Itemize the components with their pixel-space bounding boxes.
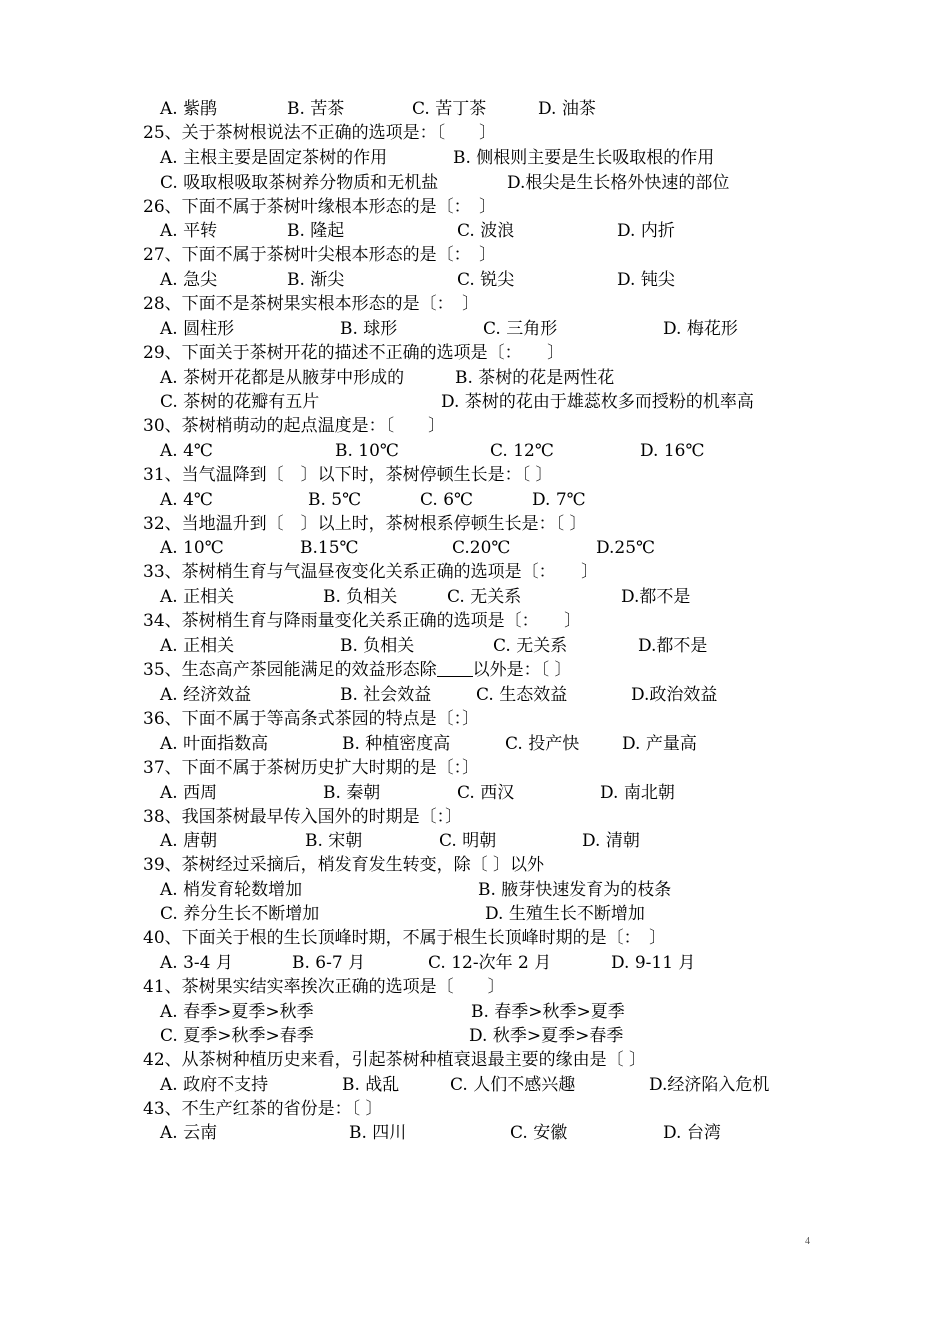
answer-option: D. 9-11 月 [611, 953, 696, 973]
answer-option: D. 台湾 [663, 1123, 721, 1143]
answer-option: D. 清朝 [582, 831, 640, 851]
answer-option: B. 6-7 月 [292, 953, 366, 973]
answer-option: C. 12-次年 2 月 [428, 953, 552, 973]
answer-option: D. 秋季>夏季>春季 [469, 1026, 624, 1046]
answer-option: C. 养分生长不断增加 [160, 904, 320, 924]
answer-option: B. 负相关 [340, 636, 415, 656]
answer-option: A. 4℃ [160, 490, 213, 510]
question-text-after-blank: 以外是：〔 〕 [472, 660, 572, 680]
answer-option: D.都不是 [621, 587, 691, 607]
answer-option: D.政治效益 [631, 685, 718, 705]
answer-option: B. 春季>秋季>夏季 [471, 1002, 625, 1022]
answer-option: C. 投产快 [505, 734, 580, 754]
question-text: 42、从茶树种植历史来看，引起茶树种植衰退最主要的缘由是〔 〕 [143, 1050, 647, 1070]
question-text: 37、下面不属于茶树历史扩大时期的是〔：〕 [143, 758, 480, 778]
answer-option: C. 波浪 [457, 221, 515, 241]
question-text: 39、茶树经过采摘后，梢发育发生转变，除〔 〕以外 [143, 855, 545, 875]
question-text: 28、下面不是茶树果实根本形态的是〔： 〕 [143, 294, 480, 314]
answer-option: C. 安徽 [510, 1123, 568, 1143]
answer-option: D.25℃ [596, 538, 656, 558]
question-text: 26、下面不属于茶树叶缘根本形态的是〔： 〕 [143, 197, 497, 217]
answer-option: B. 宋朝 [305, 831, 363, 851]
question-text: 25、关于茶树根说法不正确的选项是：〔 〕 [143, 123, 497, 143]
answer-option: C. 生态效益 [476, 685, 568, 705]
answer-option: A. 茶树开花都是从腋芽中形成的 [160, 368, 405, 388]
answer-option: B. 四川 [349, 1123, 407, 1143]
answer-option: D. 梅花形 [663, 319, 738, 339]
answer-option: C. 锐尖 [457, 270, 515, 290]
answer-option: A. 春季>夏季>秋季 [160, 1002, 314, 1022]
answer-option: C. 明朝 [439, 831, 497, 851]
answer-option: B. 10℃ [335, 441, 399, 461]
answer-option: D. 内折 [617, 221, 675, 241]
answer-option: A. 正相关 [160, 636, 235, 656]
answer-option: A. 紫鹃 [160, 99, 218, 119]
answer-option: C. 无关系 [493, 636, 568, 656]
answer-option: C. 6℃ [420, 490, 474, 510]
question-text: 34、茶树梢生育与降雨量变化关系正确的选项是〔： 〕 [143, 611, 582, 631]
question-text: 33、茶树梢生育与气温昼夜变化关系正确的选项是〔： 〕 [143, 562, 599, 582]
answer-option: D. 生殖生长不断增加 [485, 904, 645, 924]
question-text-before-blank: 35、生态高产茶园能满足的效益形态除 [143, 660, 437, 680]
answer-option: B. 腋芽快速发育为的枝条 [478, 880, 672, 900]
answer-option: A. 政府不支持 [160, 1075, 269, 1095]
question-text: 31、当气温降到〔 〕以下时，茶树停顿生长是：〔 〕 [143, 465, 553, 485]
answer-option: D.都不是 [638, 636, 708, 656]
answer-option: D. 产量高 [622, 734, 697, 754]
answer-option: B. 苦茶 [287, 99, 345, 119]
answer-option: D. 南北朝 [600, 783, 675, 803]
answer-option: A. 主根主要是固定茶树的作用 [160, 148, 388, 168]
answer-option: A. 梢发育轮数增加 [160, 880, 303, 900]
answer-option: B. 隆起 [287, 221, 345, 241]
question-text: 27、下面不属于茶树叶尖根本形态的是〔： 〕 [143, 245, 497, 265]
answer-option: B. 种植密度高 [342, 734, 451, 754]
page-number: 4 [805, 1236, 810, 1247]
answer-option: B. 5℃ [308, 490, 362, 510]
answer-option: B. 社会效益 [340, 685, 432, 705]
answer-option: B. 秦朝 [323, 783, 381, 803]
question-text: 40、下面关于根的生长顶峰时期，不属于根生长顶峰时期的是〔： 〕 [143, 928, 667, 948]
answer-option: A. 西周 [160, 783, 218, 803]
question-text: 41、茶树果实结实率挨次正确的选项是〔 〕 [143, 977, 505, 997]
answer-option: D.经济陷入危机 [649, 1075, 770, 1095]
answer-option: C. 12℃ [490, 441, 554, 461]
question-text: 38、我国茶树最早传入国外的时期是〔：〕 [143, 807, 463, 827]
answer-option: C. 西汉 [457, 783, 515, 803]
answer-option: C. 吸取根吸取茶树养分物质和无机盐 [160, 173, 439, 193]
answer-option: D. 茶树的花由于雄蕊枚多而授粉的机率高 [441, 392, 754, 412]
fill-in-blank [437, 660, 473, 677]
answer-option: A. 经济效益 [160, 685, 252, 705]
answer-option: A. 云南 [160, 1123, 218, 1143]
answer-option: B. 负相关 [323, 587, 398, 607]
answer-option: A. 正相关 [160, 587, 235, 607]
answer-option: C. 茶树的花瓣有五片 [160, 392, 320, 412]
answer-option: A. 急尖 [160, 270, 218, 290]
question-text: 36、下面不属于等高条式茶园的特点是〔：〕 [143, 709, 480, 729]
answer-option: C. 三角形 [483, 319, 558, 339]
question-text: 32、当地温升到〔 〕以上时，茶树根系停顿生长是：〔 〕 [143, 514, 587, 534]
answer-option: B. 渐尖 [287, 270, 345, 290]
answer-option: D. 7℃ [532, 490, 586, 510]
answer-option: B. 球形 [340, 319, 398, 339]
answer-option: B. 侧根则主要是生长吸取根的作用 [453, 148, 715, 168]
answer-option: A. 叶面指数高 [160, 734, 269, 754]
answer-option: A. 10℃ [160, 538, 224, 558]
question-text: 30、茶树梢萌动的起点温度是：〔 〕 [143, 416, 446, 436]
answer-option: C. 人们不感兴趣 [450, 1075, 576, 1095]
question-text: 29、下面关于茶树开花的描述不正确的选项是〔： 〕 [143, 343, 565, 363]
answer-option: C.20℃ [452, 538, 511, 558]
answer-option: C. 夏季>秋季>春季 [160, 1026, 314, 1046]
answer-option: A. 3-4 月 [160, 953, 233, 973]
answer-option: D.根尖是生长格外快速的部位 [507, 173, 730, 193]
answer-option: B.15℃ [300, 538, 359, 558]
answer-option: A. 平转 [160, 221, 218, 241]
answer-option: B. 战乱 [342, 1075, 400, 1095]
answer-option: C. 苦丁茶 [412, 99, 487, 119]
answer-option: A. 4℃ [160, 441, 213, 461]
answer-option: D. 钝尖 [617, 270, 675, 290]
answer-option: D. 油茶 [538, 99, 596, 119]
question-text [143, 659, 572, 681]
answer-option: B. 茶树的花是两性花 [455, 368, 615, 388]
answer-option: D. 16℃ [640, 441, 705, 461]
answer-option: A. 唐朝 [160, 831, 218, 851]
answer-option: A. 圆柱形 [160, 319, 235, 339]
question-text: 43、不生产红茶的省份是：〔 〕 [143, 1099, 383, 1119]
answer-option: C. 无关系 [447, 587, 522, 607]
